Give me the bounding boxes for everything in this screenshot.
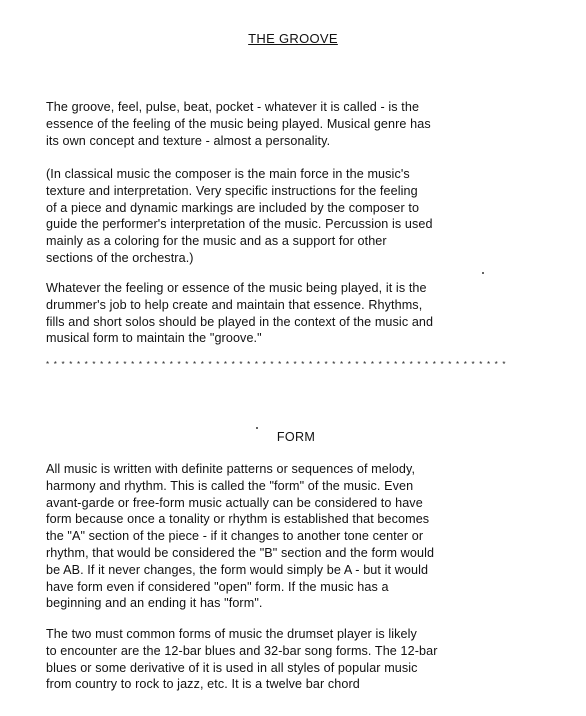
text-line: to encounter are the 12-bar blues and 32-bar song forms. The 12-bar <box>46 643 438 658</box>
text-line: rhythm, that would be considered the "B" section and the form would <box>46 545 435 560</box>
asterisk-divider: * * * * * * * * * * * * * * * * * * * * * * * * * * * * * * * * * * * * * * * * * * * * * * * * * * * * * * * * * * * * <box>46 360 507 369</box>
text-line: drummer's job to help create and maintain that essence. Rhythms, <box>46 297 423 312</box>
text-line: The two must common forms of music the drumset player is likely <box>46 627 417 641</box>
text-line: texture and interpretation. Very specific instructions for the feeling <box>46 183 418 198</box>
text-line: fills and short solos should be played in the context of the music and <box>46 314 434 329</box>
text-line: of a piece and dynamic markings are included by the composer to <box>46 200 420 215</box>
text-line: beginning and an ending it has "form". <box>46 596 263 611</box>
text-line: harmony and rhythm. This is called the "form" of the music. Even <box>46 478 414 493</box>
text-line: guide the performer's interpretation of the music. Percussion is used <box>46 217 433 232</box>
text-line: from country to rock to jazz, etc. It is a twelve bar chord <box>46 677 360 692</box>
text-line: the "A" section of the piece - if it changes to another tone center or <box>46 529 424 544</box>
scan-speck <box>482 272 484 274</box>
paragraph-common-forms <box>46 626 546 693</box>
text-line: mainly as a coloring for the music and as a support for other <box>46 234 387 249</box>
text-line: blues or some derivative of it is used in all styles of popular music <box>46 660 418 675</box>
paragraph-drummer-role <box>46 280 546 347</box>
paragraph-form-definition <box>46 461 546 612</box>
page-title: THE GROOVE <box>248 31 338 46</box>
text-line: its own concept and texture - almost a personality. <box>46 133 331 148</box>
section-heading-form: FORM <box>276 430 316 444</box>
paragraph-classical-note <box>46 166 546 267</box>
text-line: be AB. If it never changes, the form would simply be A - but it would <box>46 562 429 577</box>
text-line: All music is written with definite patterns or sequences of melody, <box>46 462 416 476</box>
text-line: sections of the orchestra.) <box>46 250 194 265</box>
text-line: Whatever the feeling or essence of the music being played, it is the <box>46 281 427 295</box>
text-line: form because once a tonality or rhythm is established that becomes <box>46 512 430 527</box>
text-line: (In classical music the composer is the main force in the music's <box>46 167 410 181</box>
text-line: have form even if considered "open" form. If the music has a <box>46 579 389 594</box>
text-line: musical form to maintain the "groove." <box>46 331 262 346</box>
paragraph-groove-definition <box>46 99 546 149</box>
text-line: The groove, feel, pulse, beat, pocket - whatever it is called - is the <box>46 100 420 114</box>
text-line: avant-garde or free-form music actually can be considered to have <box>46 495 423 510</box>
text-line: essence of the feeling of the music being played. Musical genre has <box>46 116 431 131</box>
